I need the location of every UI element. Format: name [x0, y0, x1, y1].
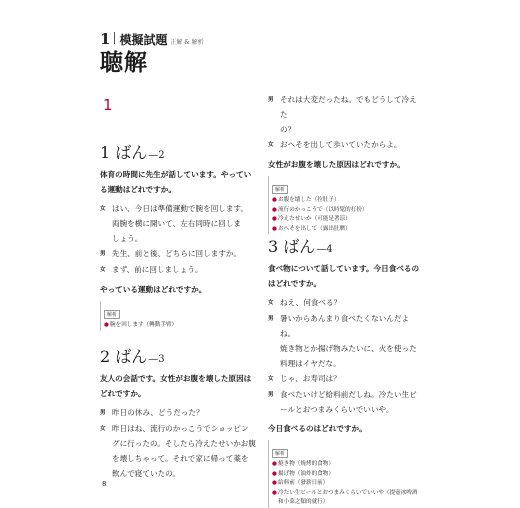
header-divider — [114, 32, 115, 44]
answer-item — [272, 215, 420, 225]
speaker-label: 女 — [100, 267, 106, 273]
dialogue-line — [100, 246, 258, 262]
dialogue-text: それは大変だったね。でもどうして冷えた — [280, 95, 417, 119]
bullet-icon: ● — [272, 470, 277, 477]
dialogue-line — [100, 421, 258, 481]
question-2-prompt: 女性がお腹を壊した原因はどれですか。 — [268, 160, 405, 169]
question-1-stem — [100, 167, 258, 197]
question-3-prompt: 今日食べるのはどれですか。 — [268, 424, 367, 433]
answer-text: おへそを出して（露出肚臍） — [278, 225, 351, 232]
stem-line: 友人の会話です。女性がお腹を壊した原因は — [100, 374, 252, 383]
stem-line: はどれですか。 — [268, 279, 322, 288]
answer-text: 焼き物（燒烤的食物） — [278, 461, 334, 467]
dialogue-text: の？ — [280, 125, 296, 134]
speaker-label: 女 — [268, 376, 274, 382]
answer-box — [268, 440, 420, 508]
dialogue-line — [100, 262, 258, 278]
bullet-icon: ● — [272, 225, 277, 232]
dialogue-text: まず、前に回しましょう。 — [112, 265, 203, 274]
question-1-label: 1 ばん — [100, 143, 148, 162]
answer-text: 給料前（發薪日前） — [278, 480, 329, 486]
page-number: 8 — [102, 480, 107, 488]
left-column — [100, 140, 258, 331]
bullet-icon: ● — [104, 322, 109, 328]
dialogue-line — [268, 387, 420, 417]
question-3-stem — [268, 261, 420, 291]
bullet-icon: ● — [272, 216, 277, 222]
answer-item — [272, 489, 420, 508]
analysis-label: 解析 — [272, 185, 288, 194]
dialogue-text: 焼き物とか揚げ物みたいに、火を使った — [280, 344, 417, 353]
chapter-subtitle: 正解 & 解析 — [170, 39, 204, 46]
speaker-label: 男 — [100, 410, 106, 416]
dialogue-text: 暑いからあんまり食べたくないんだよね。 — [280, 314, 410, 338]
right-column — [268, 92, 420, 234]
speaker-label: 男 — [268, 392, 274, 398]
dialogue-text: おへそを出して歩いていたからよ。 — [280, 140, 402, 149]
answer-item — [272, 470, 420, 480]
dialogue-line — [268, 137, 420, 153]
dialogue-text: ねえ、何食べる？ — [280, 298, 342, 307]
section-number: 1 — [103, 96, 113, 114]
speaker-label: 女 — [100, 426, 106, 432]
speaker-label: 男 — [100, 251, 106, 257]
stem-line: 食べ物について話しています。今日食べるの — [268, 264, 420, 273]
chapter-number: 1 — [100, 30, 111, 48]
bullet-icon: ● — [272, 489, 277, 496]
question-2-heading — [100, 344, 258, 367]
answer-item — [272, 479, 420, 489]
answer-item — [104, 321, 258, 331]
left-column-q2 — [100, 344, 258, 481]
answer-item — [272, 206, 420, 216]
question-1-heading — [100, 140, 258, 163]
answer-text: 流行のかっこうで（以時髦的打扮） — [278, 206, 368, 213]
dialogue-text: を壊しちゃって。それで家に帰って薬を — [112, 454, 249, 463]
stem-line: どれですか。 — [100, 389, 146, 398]
dialogue-line — [100, 201, 258, 246]
bullet-icon: ● — [272, 480, 277, 486]
question-1-prompt: やっている運動はどれですか。 — [100, 285, 207, 294]
answer-box — [268, 176, 420, 234]
dialogue-line — [268, 371, 420, 387]
question-3-track: —4 — [316, 244, 333, 255]
question-1-track: —2 — [148, 150, 165, 161]
speaker-label: 女 — [268, 300, 274, 306]
question-2-track: —3 — [148, 354, 165, 365]
page-title: 聴解 — [100, 49, 148, 76]
answer-text: 冷たい生ビールとおつまみくらいでいいや（提壺冰啤酒和小菜之類的就行） — [278, 489, 418, 505]
dialogue-text: しょう。 — [112, 234, 143, 243]
question-3-label: 3 ばん — [268, 237, 316, 256]
dialogue-line — [268, 295, 420, 311]
right-column-q3 — [268, 234, 420, 508]
bullet-icon: ● — [272, 206, 277, 213]
dialogue-text: はい、今日は準備運動で腕を回します。 — [112, 204, 249, 213]
answer-item — [272, 225, 420, 235]
stem-line: る運動はどれですか。 — [100, 185, 176, 194]
answer-text: 揚げ物（油炸的食物） — [278, 470, 334, 477]
answer-box — [100, 301, 258, 331]
dialogue-line — [268, 311, 420, 371]
dialogue-text: 先生、前と後、どちらに回しますか。 — [112, 249, 242, 258]
bullet-icon: ● — [272, 197, 277, 203]
dialogue-line — [268, 92, 420, 137]
dialogue-text: 両腕を横に開いて、左右同時に回しま — [112, 219, 241, 228]
dialogue-text: 飲んで寝ていたの。 — [112, 469, 181, 478]
dialogue-text: 昨日はね、流行のかっこうでショッピン — [112, 424, 249, 433]
stem-line: 体育の時間に先生が話しています。やってい — [100, 170, 252, 179]
bullet-icon: ● — [272, 461, 277, 467]
question-2-label: 2 ばん — [100, 347, 148, 366]
dialogue-text: ールとおつまみくらいでいいや。 — [280, 405, 394, 414]
dialogue-text: グに行ったの。そしたら冷えたせいかお腹 — [112, 439, 256, 448]
analysis-label: 解析 — [104, 310, 120, 319]
question-3-heading — [268, 234, 420, 257]
speaker-label: 男 — [268, 97, 274, 103]
answer-item — [272, 196, 420, 206]
dialogue-text: 料理はイヤだな。 — [280, 359, 341, 368]
dialogue-text: じゃ、お寿司は？ — [280, 374, 341, 383]
analysis-label: 解析 — [272, 449, 288, 458]
answer-text: 腕を回します（轉動手臂） — [110, 322, 178, 328]
chapter-title: 模擬試題 — [119, 33, 168, 47]
answer-text: お腹を壊した（拉肚子） — [278, 197, 340, 203]
answer-item — [272, 460, 420, 470]
speaker-label: 女 — [100, 206, 106, 212]
speaker-label: 女 — [268, 142, 274, 148]
dialogue-text: 昨日の休み、どうだった？ — [112, 408, 204, 417]
dialogue-line — [100, 405, 258, 421]
answer-text: 冷えたせいか（可能是著涼） — [278, 216, 351, 222]
speaker-label: 男 — [268, 316, 274, 322]
question-2-stem — [100, 371, 258, 401]
dialogue-text: 食べたいけど給料前だしね。冷たい生ビ — [280, 390, 417, 399]
